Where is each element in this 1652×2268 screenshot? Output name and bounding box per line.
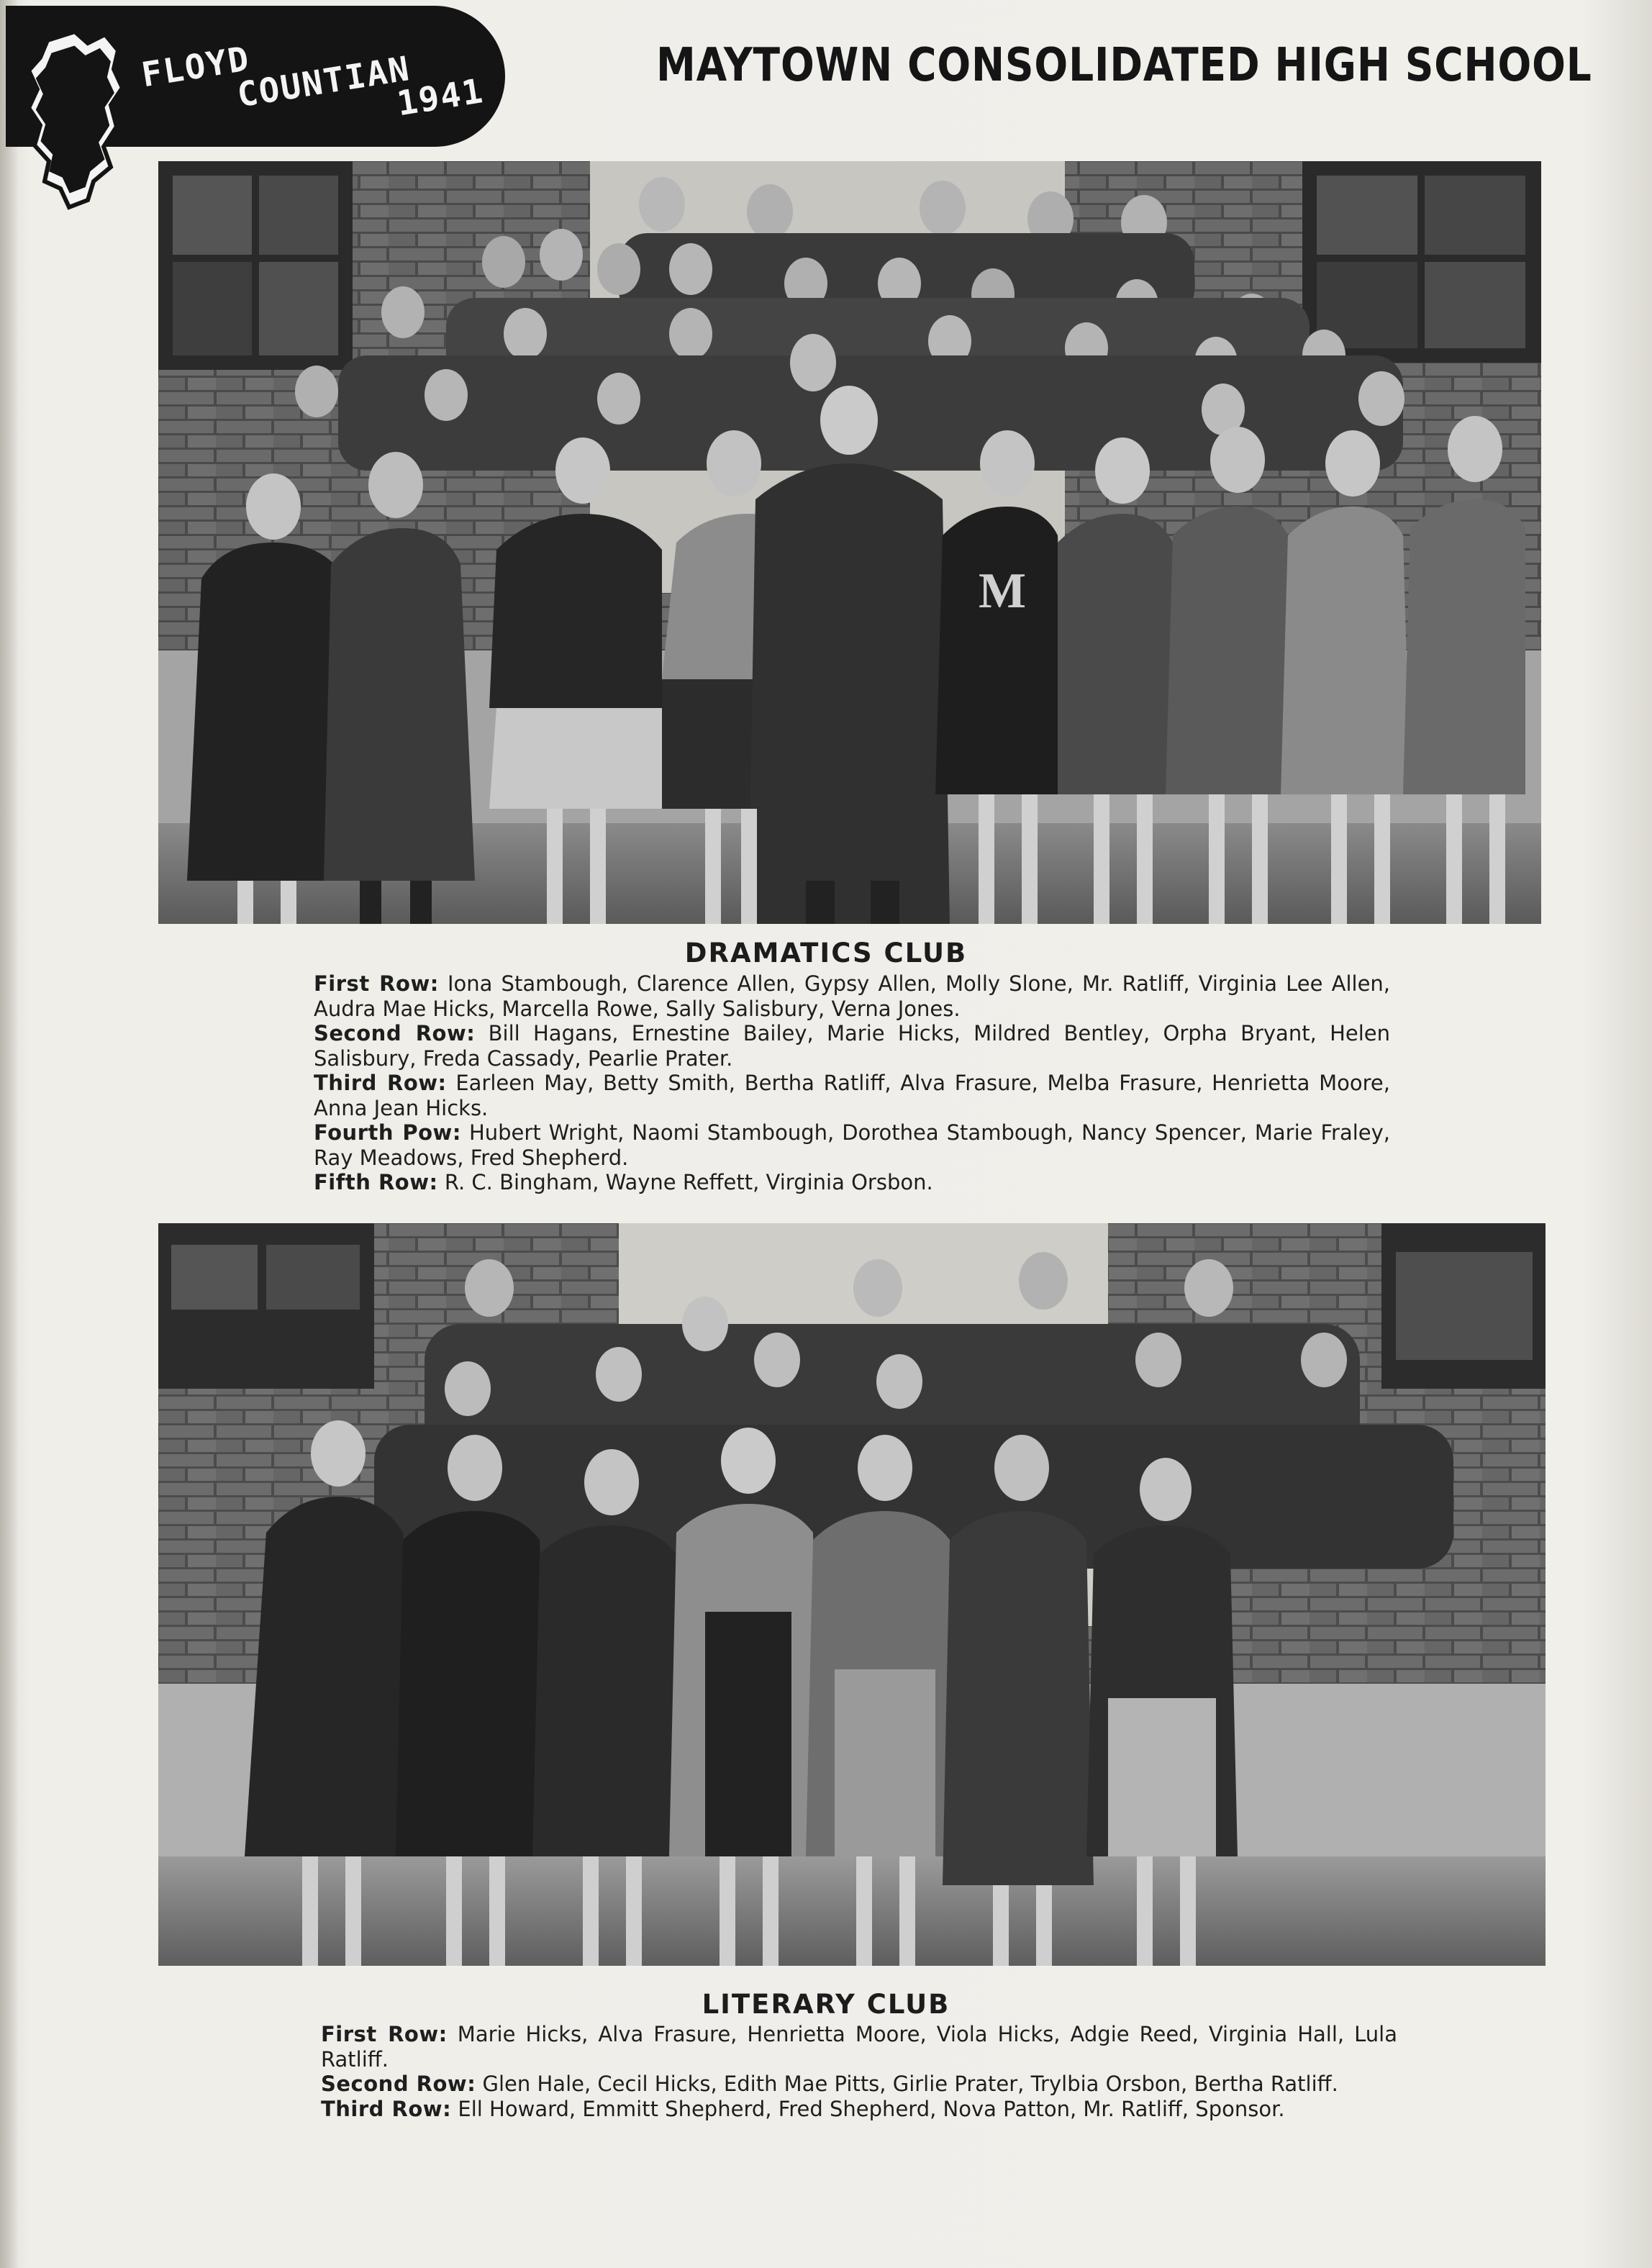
yearbook-badge <box>6 6 505 147</box>
literary-club-caption <box>321 2022 1397 2121</box>
dramatics-row-2 <box>314 1021 1390 1071</box>
row-label: Fifth Row: <box>314 1170 438 1194</box>
row-names: Marie Hicks, Alva Frasure, Henrietta Moore, Viola Hicks, Adgie Reed, Virginia Hall, Lula Ratliff. <box>321 2022 1398 2072</box>
svg-text:M: M <box>979 563 1027 619</box>
row-names: Ell Howard, Emmitt Shepherd, Fred Shepherd, Nova Patton, Mr. Ratliff, Sponsor. <box>458 2096 1285 2121</box>
floyd-county-map-icon <box>19 19 127 213</box>
row-label: Fourth Pow: <box>314 1120 461 1145</box>
page-title: MAYTOWN CONSOLIDATED HIGH SCHOOL <box>656 39 1592 92</box>
dramatics-club-photo <box>158 161 1541 924</box>
row-names: Hubert Wright, Naomi Stambough, Dorothea Stambough, Nancy Spencer, Marie Fraley, Ray Meadows, Fred Shepherd. <box>314 1120 1391 1170</box>
literary-row-3 <box>321 2097 1397 2122</box>
row-label: Third Row: <box>314 1071 447 1095</box>
row-names: Earleen May, Betty Smith, Bertha Ratliff, Alva Frasure, Melba Frasure, Henrietta Moore, Anna Jean Hicks. <box>314 1071 1390 1120</box>
row-names: Bill Hagans, Ernestine Bailey, Marie Hicks, Mildred Bentley, Orpha Bryant, Helen Salisbury, Freda Cassady, Pearlie Prater. <box>314 1021 1391 1071</box>
badge-line-year: 1941 <box>394 71 487 124</box>
row-names: R. C. Bingham, Wayne Reffett, Virginia Orsbon. <box>444 1170 933 1194</box>
row-label: First Row: <box>321 2022 448 2046</box>
literary-club-heading: LITERARY CLUB <box>702 1989 950 2020</box>
row-label: Second Row: <box>321 2072 476 2096</box>
row-label: First Row: <box>314 971 439 996</box>
row-label: Second Row: <box>314 1021 476 1045</box>
dramatics-club-heading: DRAMATICS CLUB <box>684 938 968 969</box>
dramatics-row-1 <box>314 971 1390 1021</box>
dramatics-row-4 <box>314 1120 1390 1170</box>
dramatics-row-3 <box>314 1071 1390 1120</box>
spine-shadow <box>0 0 19 2268</box>
literary-row-2 <box>321 2072 1397 2097</box>
row-label: Third Row: <box>321 2096 452 2121</box>
row-names: Iona Stambough, Clarence Allen, Gypsy Allen, Molly Slone, Mr. Ratliff, Virginia Lee Allen, Audra Mae Hicks, Marcella Rowe, Sally Salisbury, Verna Jones. <box>314 971 1391 1021</box>
literary-club-photo <box>158 1223 1546 1966</box>
row-names: Glen Hale, Cecil Hicks, Edith Mae Pitts, Girlie Prater, Trylbia Orsbon, Bertha Ratliff. <box>482 2072 1338 2096</box>
badge-line-countian: COUNTIAN <box>235 49 413 116</box>
badge-line-floyd: FLOYD <box>139 39 253 96</box>
literary-row-1 <box>321 2022 1397 2072</box>
dramatics-club-caption <box>314 971 1390 1195</box>
dramatics-row-5 <box>314 1170 1390 1195</box>
